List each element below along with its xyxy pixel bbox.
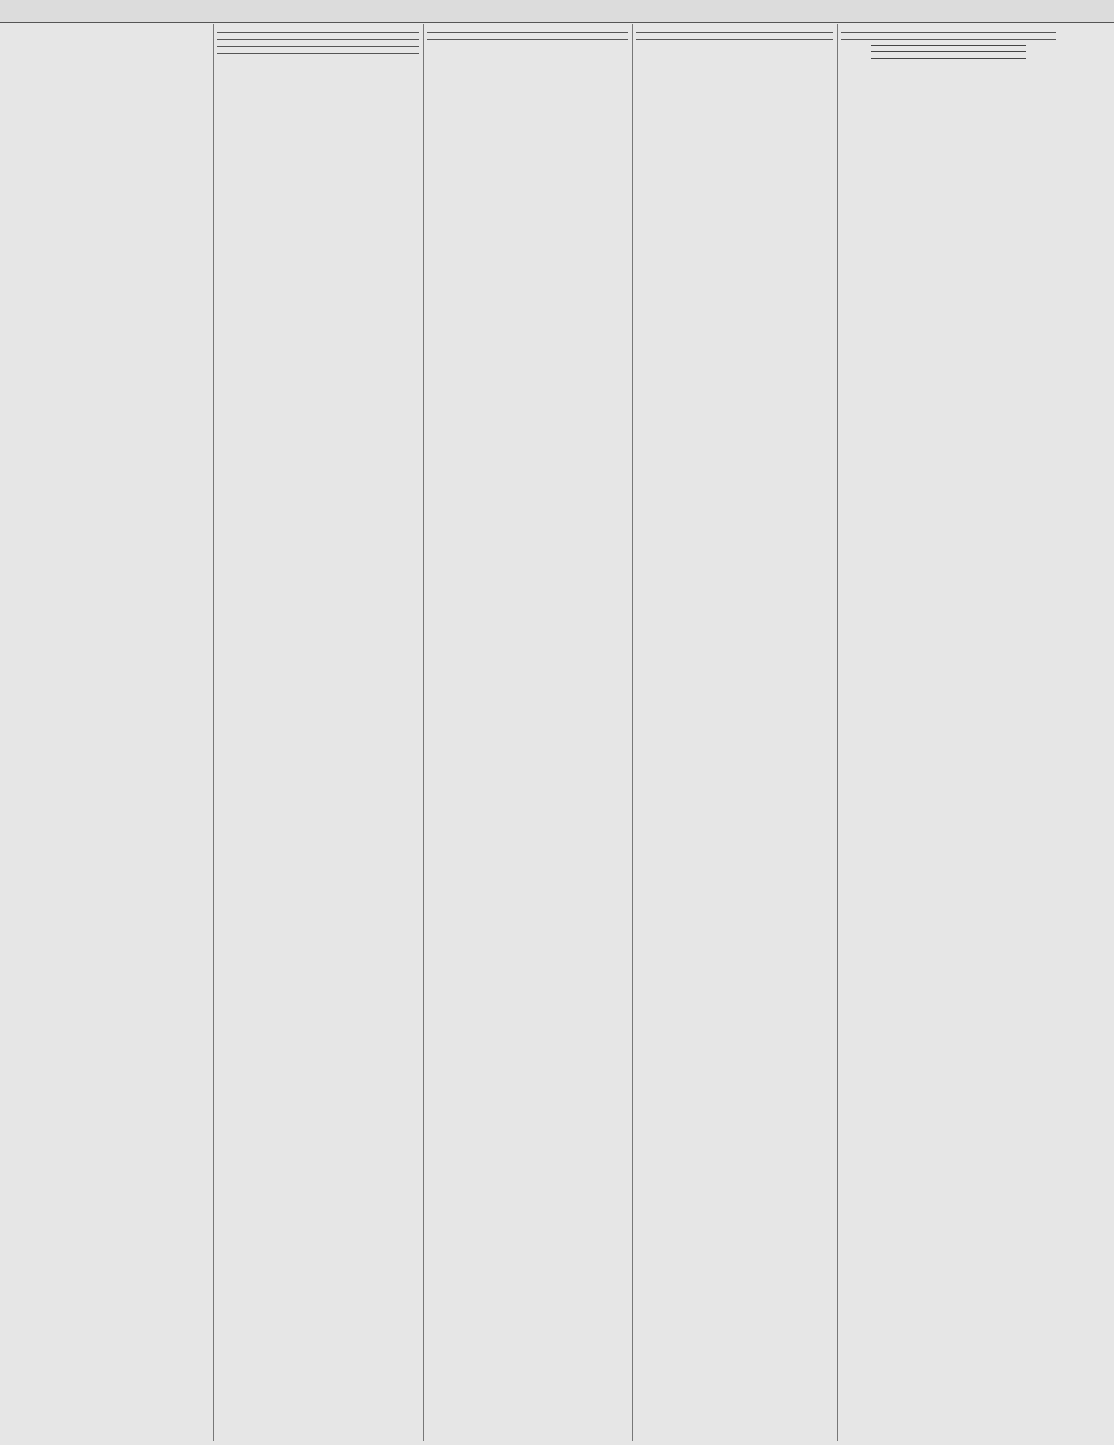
column-rule bbox=[632, 24, 633, 1441]
column-rule bbox=[837, 24, 838, 1441]
column-3 bbox=[427, 26, 628, 1439]
column-2 bbox=[217, 26, 419, 1439]
holidays-title bbox=[217, 46, 419, 54]
column-4 bbox=[636, 26, 833, 1439]
divider bbox=[871, 51, 1026, 52]
town-board-title bbox=[427, 32, 628, 40]
court-title bbox=[217, 32, 419, 40]
column-rule bbox=[423, 24, 424, 1441]
divider bbox=[871, 58, 1026, 59]
school-feast-title bbox=[636, 32, 833, 40]
divider bbox=[871, 45, 1026, 46]
column-rule bbox=[213, 24, 214, 1441]
column-1 bbox=[18, 26, 210, 1439]
almanac-review-title bbox=[841, 32, 1056, 40]
masthead bbox=[0, 0, 1114, 23]
column-5 bbox=[841, 26, 1056, 1439]
